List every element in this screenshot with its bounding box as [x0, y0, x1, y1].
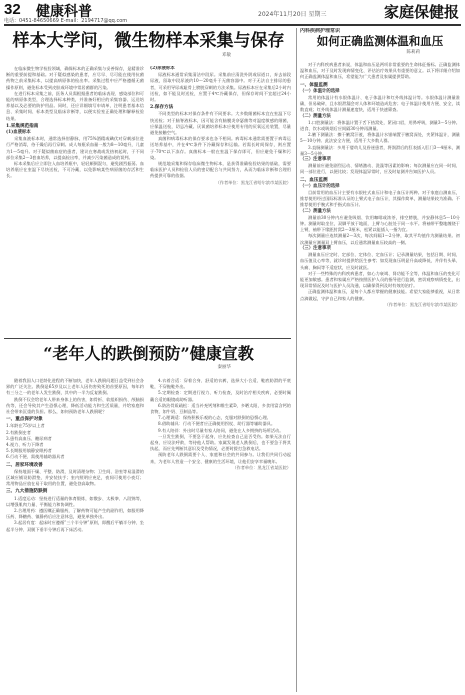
paragraph: 规范地采集和保存临床微生物标本，是获得准确检验结果的基础，需要临床医护人员和检验人员的密切配合与共同努力，从而为临床诊断和合理用药提供可靠的依据。: [150, 161, 291, 179]
subheading: （三）注意事项: [300, 157, 331, 163]
article-divider: [4, 338, 291, 339]
paragraph: 对于内科疾病患者来说，体温和血压是两项非常重要的生命体征指标。正确监测体温和血压，对于及时发现病情变化、评估治疗效果具有重要的意义。以下将详细介绍如何正确监测体温和血压，希望能为广大患者及家属提供帮助。: [300, 62, 460, 80]
paragraph: 尿液标本通常采集清洁中段尿。采集前应清洗外阴或尿道口，弃去前段尿液，留取中段尿液约10～20毫升于无菌容器中。对于无法自主排尿的患者，可采用导尿或耻骨上膀胱穿刺的方法采集。尿液标本应在采集后2小时内送检，如不能及时送检，应置于4℃冷藏保存，但保存时间不宜超过24小时。: [150, 72, 291, 103]
paragraph: 常用的体温计有水银体温计、电子体温计和红外线体温计等。水银体温计测量准确，但易破碎，且水银泄漏会对人体和环境造成危害；电子体温计使用方便、安全，读数直观；红外线体温计测量速度快，适用于快速筛查。: [300, 95, 460, 113]
paragraph: 真菌和病毒标本的保存要求也各不相同。病毒标本通常需要置于病毒运送培养基中，并在4℃条件下冷藏保存和运输。若需长时间保存，则应置于-70℃以下冻存。真菌标本一般在室温下保存即可，但应避免干燥和污染。: [150, 136, 291, 160]
page-number: 32: [4, 1, 21, 18]
article2-col1: [6, 378, 144, 690]
column-divider: [296, 28, 297, 692]
subheading: 2.保存方法: [150, 105, 174, 111]
paragraph: 随着我国人口老龄化进程的不断加快，老年人跌倒问题日益受到社会各界的广泛关注。跌倒是65岁及以上老年人因伤害致死的首要原因，每年约有三分之一的老年人发生跌倒，其中约一半为反复跌倒。: [6, 378, 144, 396]
article3-title: 如何正确监测体温和血压: [316, 34, 444, 49]
subheading: （一）血压计的选择: [300, 183, 340, 189]
list-item: 3.患有高血压、糖尿病者: [6, 435, 52, 441]
paragraph: 保持地面干燥、平整、防滑，及时清理杂物；卫生间、浴室等易湿滑的区域应铺设防滑垫，并安装扶手；室内照明应充足，夜间可使用小夜灯；常用物品应放在易于取用的位置，避免登高取物。: [6, 468, 144, 487]
paragraph: 测量前30分钟内应避免吸烟、饮用咖啡或浓茶，排空膀胱，并安静休息5～10分钟。测量时取坐位，双脚平放于地面，上臂与心脏处于同一水平。将袖带平整地缠绕于上臂，袖带下缘距肘窝2～3厘米，松紧以能插入一指为宜。: [300, 214, 460, 233]
paragraph: 标本采集后应立即注入血培养瓶中，轻轻颠倒混匀，避免剧烈振荡。血培养瓶应在室温下尽快送检，不可冷藏，以免影响某些病原菌的存活和生长。: [6, 161, 144, 179]
paragraph: 1.适度运动：坚持进行适量的体育锻炼，如散步、太极拳、八段锦等，以增强肌肉力量、平衡能力和协调性。: [6, 495, 144, 507]
subheading: （二）测量方法: [300, 113, 331, 119]
subheading: 一、体温监测: [300, 82, 328, 88]
source-note: （作者单位：黑龙江省哈尔滨市某医院）: [215, 179, 291, 185]
header-rule: [4, 24, 461, 26]
paragraph: 每次测量应连续测量2～3次，每次间隔1～2分钟，取其平均值作为测量结果。初次测量应测量双上臂血压，以后通常测量血压较高的一侧。: [300, 233, 460, 245]
article2-col2: [150, 378, 291, 690]
list-item: 6.行动不便、需使用辅助器具者: [6, 454, 65, 460]
article1-author: 邓敏: [222, 53, 231, 58]
subheading: (2)尿液标本: [150, 66, 175, 71]
article3-author: 陈莉莉: [406, 50, 420, 56]
subheading: 二、居家环境改善: [6, 462, 43, 468]
paragraph: 目前常用的血压计主要有水银柱式血压计和电子血压计两种。对于家庭自测血压，推荐使用经过国际标准认证的上臂式电子血压计，其操作简单，测量结果较为准确。不推荐使用手腕式和手指式血压计。: [300, 190, 460, 208]
article1-col2: [150, 66, 291, 332]
list-item: 2.有跌倒史者: [6, 429, 31, 435]
article1-head: [6, 30, 291, 70]
article2-title: “老年人的跌倒预防”健康宣教: [43, 344, 254, 363]
paragraph: 3.直肠测量法：多用于婴幼儿及昏迷患者，将润滑后的肛表插入肛门3～4厘米，测量3～5分钟。: [300, 144, 460, 156]
paragraph: 不同类型的标本对保存条件有不同要求。大多数细菌标本宜在室温下尽快送检；对于脑脊液标本，因可能含有脑膜炎奈瑟菌等对温度敏感的细菌，应保温送检，切忌冷藏。厌氧菌培养标本应使用专用的厌氧运送装置，尽量避免接触空气。: [150, 111, 291, 136]
paragraph: 9.有人陪伴：外出时尽量有家人陪同，避免在人多拥挤的场所活动。: [158, 427, 284, 433]
subheading: （一）体温计的选择: [300, 88, 340, 94]
paragraph: 8.借助辅具：行动不便者应正确使用拐杖、助行器等辅助器具。: [158, 421, 276, 427]
source-note: （作者单位：黑龙江省某医院）: [232, 464, 291, 470]
paragraph: 正确监测体温和血压，是每个人都应掌握的健康技能。希望大家能够重视，从日常点滴做起，守护自己和家人的健康。: [300, 289, 460, 301]
paragraph: 对于一些特殊的内科疾病患者，如心力衰竭、肾功能不全等，体温和血压的变化可能更加敏感。患者和家属应严格按照医护人员的指导进行监测，密切观察病情变化，出现异常情况及时与医护人员沟通，以确保得到及时有效的治疗。: [300, 270, 460, 289]
article3-body: [300, 62, 460, 690]
paragraph: 5.定期检查：定期进行视力、听力检查，及时治疗相关疾病，必要时佩戴合适的眼镜或助听器。: [150, 390, 291, 402]
list-item: 5.长期服用镇静安眠药者: [6, 448, 52, 454]
list-item: 1.年龄在75岁以上者: [6, 423, 45, 429]
paragraph: 测量前应避免剧烈运动、情绪激动、洗澡等因素的影响；每次测量应在同一时间、同一部位进行，以便比较；发现体温异常时，应及时复测并告知医护人员。: [300, 163, 460, 175]
article1-title: 样本大学问，微生物样本采集与保存: [12, 31, 285, 51]
page-header: [0, 0, 465, 22]
subheading: （二）测量方法: [300, 208, 331, 214]
subheading: (1)血液标本: [6, 130, 31, 136]
list-item: 4.视力、听力下降者: [6, 442, 44, 448]
source-note: （作者单位：黑龙江省哈尔滨市某医院）: [384, 301, 460, 307]
article2-head: [6, 344, 291, 376]
paragraph: 1.口腔测量法：将体温计置于舌下热窝处，紧闭口唇，用鼻呼吸，测量3～5分钟。进食、饮水或吸烟后应间隔30分钟再测量。: [300, 119, 460, 132]
paragraph: 7.心理调适：保持积极乐观的心态，克服对跌倒的恐惧心理。: [158, 415, 271, 421]
paragraph: 3.起居有度：起床时应遵循“三个半分钟”原则，即醒后平躺半分钟、坐起半分钟、双腿下垂半分钟后再下床活动。: [6, 520, 144, 532]
paragraph: 2.合理用药：遵医嘱正确服药，了解药物可能产生的副作用，如服用降压药、降糖药、镇静药后应注意休息，避免单独外出。: [6, 508, 144, 520]
article2-author: 秦丽华: [217, 365, 231, 370]
issue-date: 2024年11月20日 星期三: [258, 11, 327, 18]
subheading: （三）注意事项: [300, 245, 331, 251]
newspaper-name: 家庭保健报: [383, 5, 459, 21]
paragraph: 采集血液标本时，通常选择肘静脉，用75%酒精或碘伏对穿刺部位进行严格消毒，待干燥后再行穿刺。成人每瓶采血量一般为8～10毫升，儿童为1～5毫升。对于疑似菌血症的患者，建议在寒战或发热初起时，于不同部位采集2～3套血培养，以提高检出率，并减少污染菌造成的误判。: [6, 136, 144, 160]
section-title: 健康科普: [36, 5, 92, 20]
article1-col1: [6, 66, 144, 332]
subheading: 1.采集规范指南: [6, 123, 39, 129]
paragraph: 4.衣着合适：穿着合身、舒适的衣裤，选择大小合适、鞋底防滑的平底鞋，不穿拖鞋外出。: [150, 378, 291, 390]
paragraph: 测量血压应定时、定部位、定体位、定血压计；记录测量结果，包括日期、时间、血压值及心率等，就诊时提供给医生参考；如发现血压明显升高或降低，并伴有头晕、头痛、胸闷等不适症状，应及时就医。: [300, 252, 460, 270]
subheading: 二、血压监测: [300, 177, 328, 183]
contact-info: 电话：0451-84650669 E-mail：2194717@qq.com: [4, 18, 128, 24]
paragraph: 6.防治骨质疏松：适当补充钙剂和维生素D，多晒太阳，多食用富含钙的食物，如牛奶、豆制品等。: [150, 402, 291, 415]
paragraph: 在进行标本采集之前，医务人员需根据患者的临床表现、感染部位和可能的病原体类型，合理选择标本种类，并准备好相应的采集容器、运送培养基以及必要的防护用品。同时，还应详细填写申请单，注明患者基本信息、采集时间、标本类型及临床诊断等，以便实验室正确处理和解释检验结果。: [6, 90, 144, 121]
subheading: 三、九大措施防跌倒: [6, 489, 48, 495]
subheading: 一、重点保护对象: [6, 417, 43, 423]
article3-kicker: 内科疾病护理常识: [300, 28, 341, 34]
paragraph: 一旦发生跌倒，不要急于起身，应先检查自己是否受伤。如果无法自行起身，应设法呼救，等待他人帮助。家属发现老人跌倒后，也不要急于将其扶起，而应先判断其意识及受伤情况，必要时拨打急救电话。: [150, 433, 291, 452]
paragraph: 跌倒不仅会给老年人带来身体上的伤害，如骨折、软组织损伤、颅脑损伤等，还会导致其产生恐惧心理，降低活动能力和生活质量，并给家庭和社会带来沉重的负担。那么，如何预防老年人跌倒呢？: [6, 396, 144, 415]
paragraph: 在临床微生物学检验领域，确保标本的正确采集与妥善保存，是精准诊断的重要前提和基础。对于疑似感染的患者，应尽早、尽可能在使用抗菌药物之前采集标本，以提高病原体的检出率。采集过程中应严格遵循无菌操作原则，避免标本受到皮肤或环境中常居菌群的污染。: [6, 66, 144, 90]
paragraph: 预防老年人跌倒需要个人、家庭和社会的共同参与。让我们共同行动起来，为老年人营造一个安全、健康的生活环境，让他们安享幸福晚年。: [150, 452, 291, 464]
paragraph: 2.腋下测量法：擦干腋窝汗液，将体温计水银端置于腋窝深处，夹紧体温计，测量5～10分钟。此法安全方便，适用于大多数人群。: [300, 132, 460, 144]
